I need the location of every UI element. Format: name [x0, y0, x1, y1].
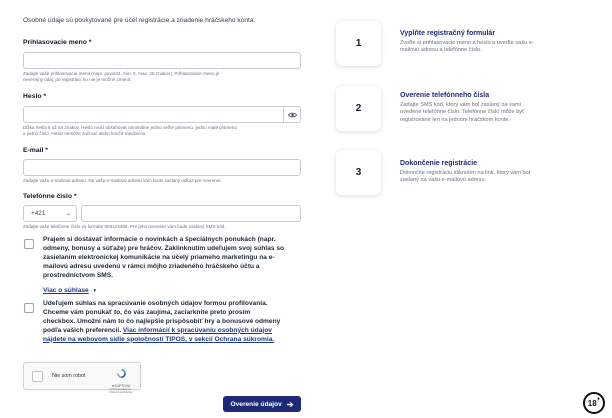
step-title: Overenie telefónneho čísla [400, 92, 490, 99]
privacy-info-link-cont[interactable]: nájdete na webovom sídle spoločnosti TIPOS, v sekcii Ochrana súkromia. [43, 335, 275, 343]
username-hint [23, 71, 219, 84]
username-label: Prihlasovacie meno * [23, 39, 92, 46]
email-input[interactable] [23, 159, 301, 176]
chevron-down-icon: ▾ [93, 288, 97, 294]
step-description [400, 102, 575, 124]
profiling-consent-text [43, 300, 308, 345]
phone-hint: Zadajte vaše telefónne číslo vo formáte 903123456. Pre jeho overenie vám bude zaslaný SMS kód. [23, 224, 226, 229]
age-badge-plus: + [596, 397, 601, 403]
recaptcha-label: Nie som robot [52, 373, 86, 379]
form-intro-text: Osobné údaje sú poskytované pre účel registrácie a zriadenie hráčskeho konta. [23, 17, 256, 24]
recaptcha-links[interactable]: Ochrana súkromia · Zmluvné podmienky [109, 388, 133, 394]
profiling-consent-line [43, 327, 308, 336]
username-hint-line1: Zadajte vaše prihlasovacie meno (napr. pavol24, min. 6, max. 25 znakov). Prihlasovacie meno je [23, 71, 220, 76]
marketing-consent-line: Prajem si dostávať informácie o novinkách a špeciálnych ponukách (napr. [43, 236, 276, 243]
profiling-consent-line-text: podľa vašich preferencií. [43, 326, 123, 334]
password-hint [23, 125, 237, 138]
recaptcha-checkbox[interactable] [32, 371, 43, 382]
age-restriction-badge [583, 392, 605, 414]
username-hint-line2: neverejný údaj, po registrácii ho nie je možné zmeniť. [23, 77, 132, 83]
step-number-box: 3 [336, 150, 381, 195]
step-description [400, 40, 575, 55]
step-number-box: 1 [336, 21, 381, 66]
submit-button[interactable] [223, 396, 301, 412]
phone-prefix-select[interactable] [23, 205, 77, 222]
step-description-line: Zadajte SMS kód, ktorý vám bol zaslaný na vami [400, 102, 521, 108]
arrow-right-icon: ➔ [286, 399, 294, 409]
consent-more-link[interactable] [43, 287, 96, 294]
phone-label: Telefónne číslo * [23, 193, 77, 200]
step-number-box: 2 [336, 86, 381, 131]
privacy-info-link[interactable]: Viac informácií k spracúvaniu osobných údajov [122, 326, 272, 334]
step-description [400, 170, 575, 185]
password-hint-line1: Dĺžka hesla 6 až 64 znakov. Heslo musí obsahovať minimálne jedno veľké písmeno, jedno malé písmeno [23, 125, 237, 130]
phone-input[interactable] [81, 205, 301, 222]
password-visibility-toggle[interactable] [283, 106, 301, 123]
password-hint-line2: a jedno číslo. Heslo nemôže začínať alebo končiť medzerou. [23, 131, 147, 137]
profiling-consent-line: Udeľujem súhlas na spracúvanie osobných údajov formou profilovania. [43, 300, 268, 307]
password-input[interactable] [23, 106, 301, 123]
recaptcha-icon [116, 368, 127, 379]
eye-icon [288, 112, 297, 118]
step-title: Dokončenie registrácie [400, 160, 478, 167]
profiling-consent-checkbox[interactable] [24, 303, 34, 313]
step-description-line: mailovú adresu a telefónne číslo. [400, 47, 482, 54]
step-description-line: uvedené telefónne číslo. Telefónne číslo môže byť [400, 109, 525, 116]
profiling-consent-line [43, 336, 308, 345]
consent-more-link-label: Viac o súhlase [43, 287, 89, 294]
recaptcha-brand: reCAPTCHA [111, 384, 131, 388]
password-label: Heslo * [23, 93, 47, 100]
marketing-consent-line: odmeny, bonusy a súťaže) pre hráčov. Zaklinknutím udeľujem svoj súhlas so [43, 244, 285, 252]
recaptcha-widget [23, 362, 141, 394]
profiling-consent-line: Chceme vám ponúkať to, čo vás zaujíma, zaciarknite preto prosím [43, 308, 251, 316]
marketing-consent-checkbox[interactable] [24, 239, 34, 249]
step-description-line: zaslaný na vašu e-mailovú adresu. [400, 177, 487, 184]
marketing-consent-text [43, 236, 308, 281]
email-label: E-mail * [23, 147, 48, 154]
step-title: Vyplňte registračný formulár [400, 30, 496, 37]
marketing-consent-line: prostredníctvom SMS. [43, 271, 113, 279]
marketing-consent-line: mailovú adresu uvedenú v rámci môjho zriadeného hráčskeho účtu a [43, 262, 260, 270]
username-input[interactable] [23, 52, 301, 69]
age-badge-number: 18 [587, 398, 597, 408]
step-description-line: Dokončite registráciu kliknutím na link, ktorý vám bol [400, 170, 530, 176]
phone-prefix-value: +421 [31, 210, 46, 217]
chevron-down-icon: ⌄ [65, 211, 71, 217]
profiling-consent-line: checkbox. Umožní nám to čo najlepšie prispôsobiť hry a bonusové odmeny [43, 317, 281, 325]
step-description-line: Zvoľte si prihlasovacie meno a heslo a uveďte vašu e- [400, 40, 534, 46]
email-hint: Zadajte vašu e-mailovú adresu. Na vašu e-mailovú adresu vám bude zaslaný odkaz pre overenie. [23, 178, 222, 183]
step-description-line: registrované len na jednom hráčskom konte. [400, 116, 511, 123]
marketing-consent-line: zasielaním elektronickej komunikácie na účely priameho marketingu na e- [43, 253, 275, 261]
recaptcha-logo [106, 366, 136, 394]
submit-button-label: Overenie údajov [230, 400, 282, 408]
